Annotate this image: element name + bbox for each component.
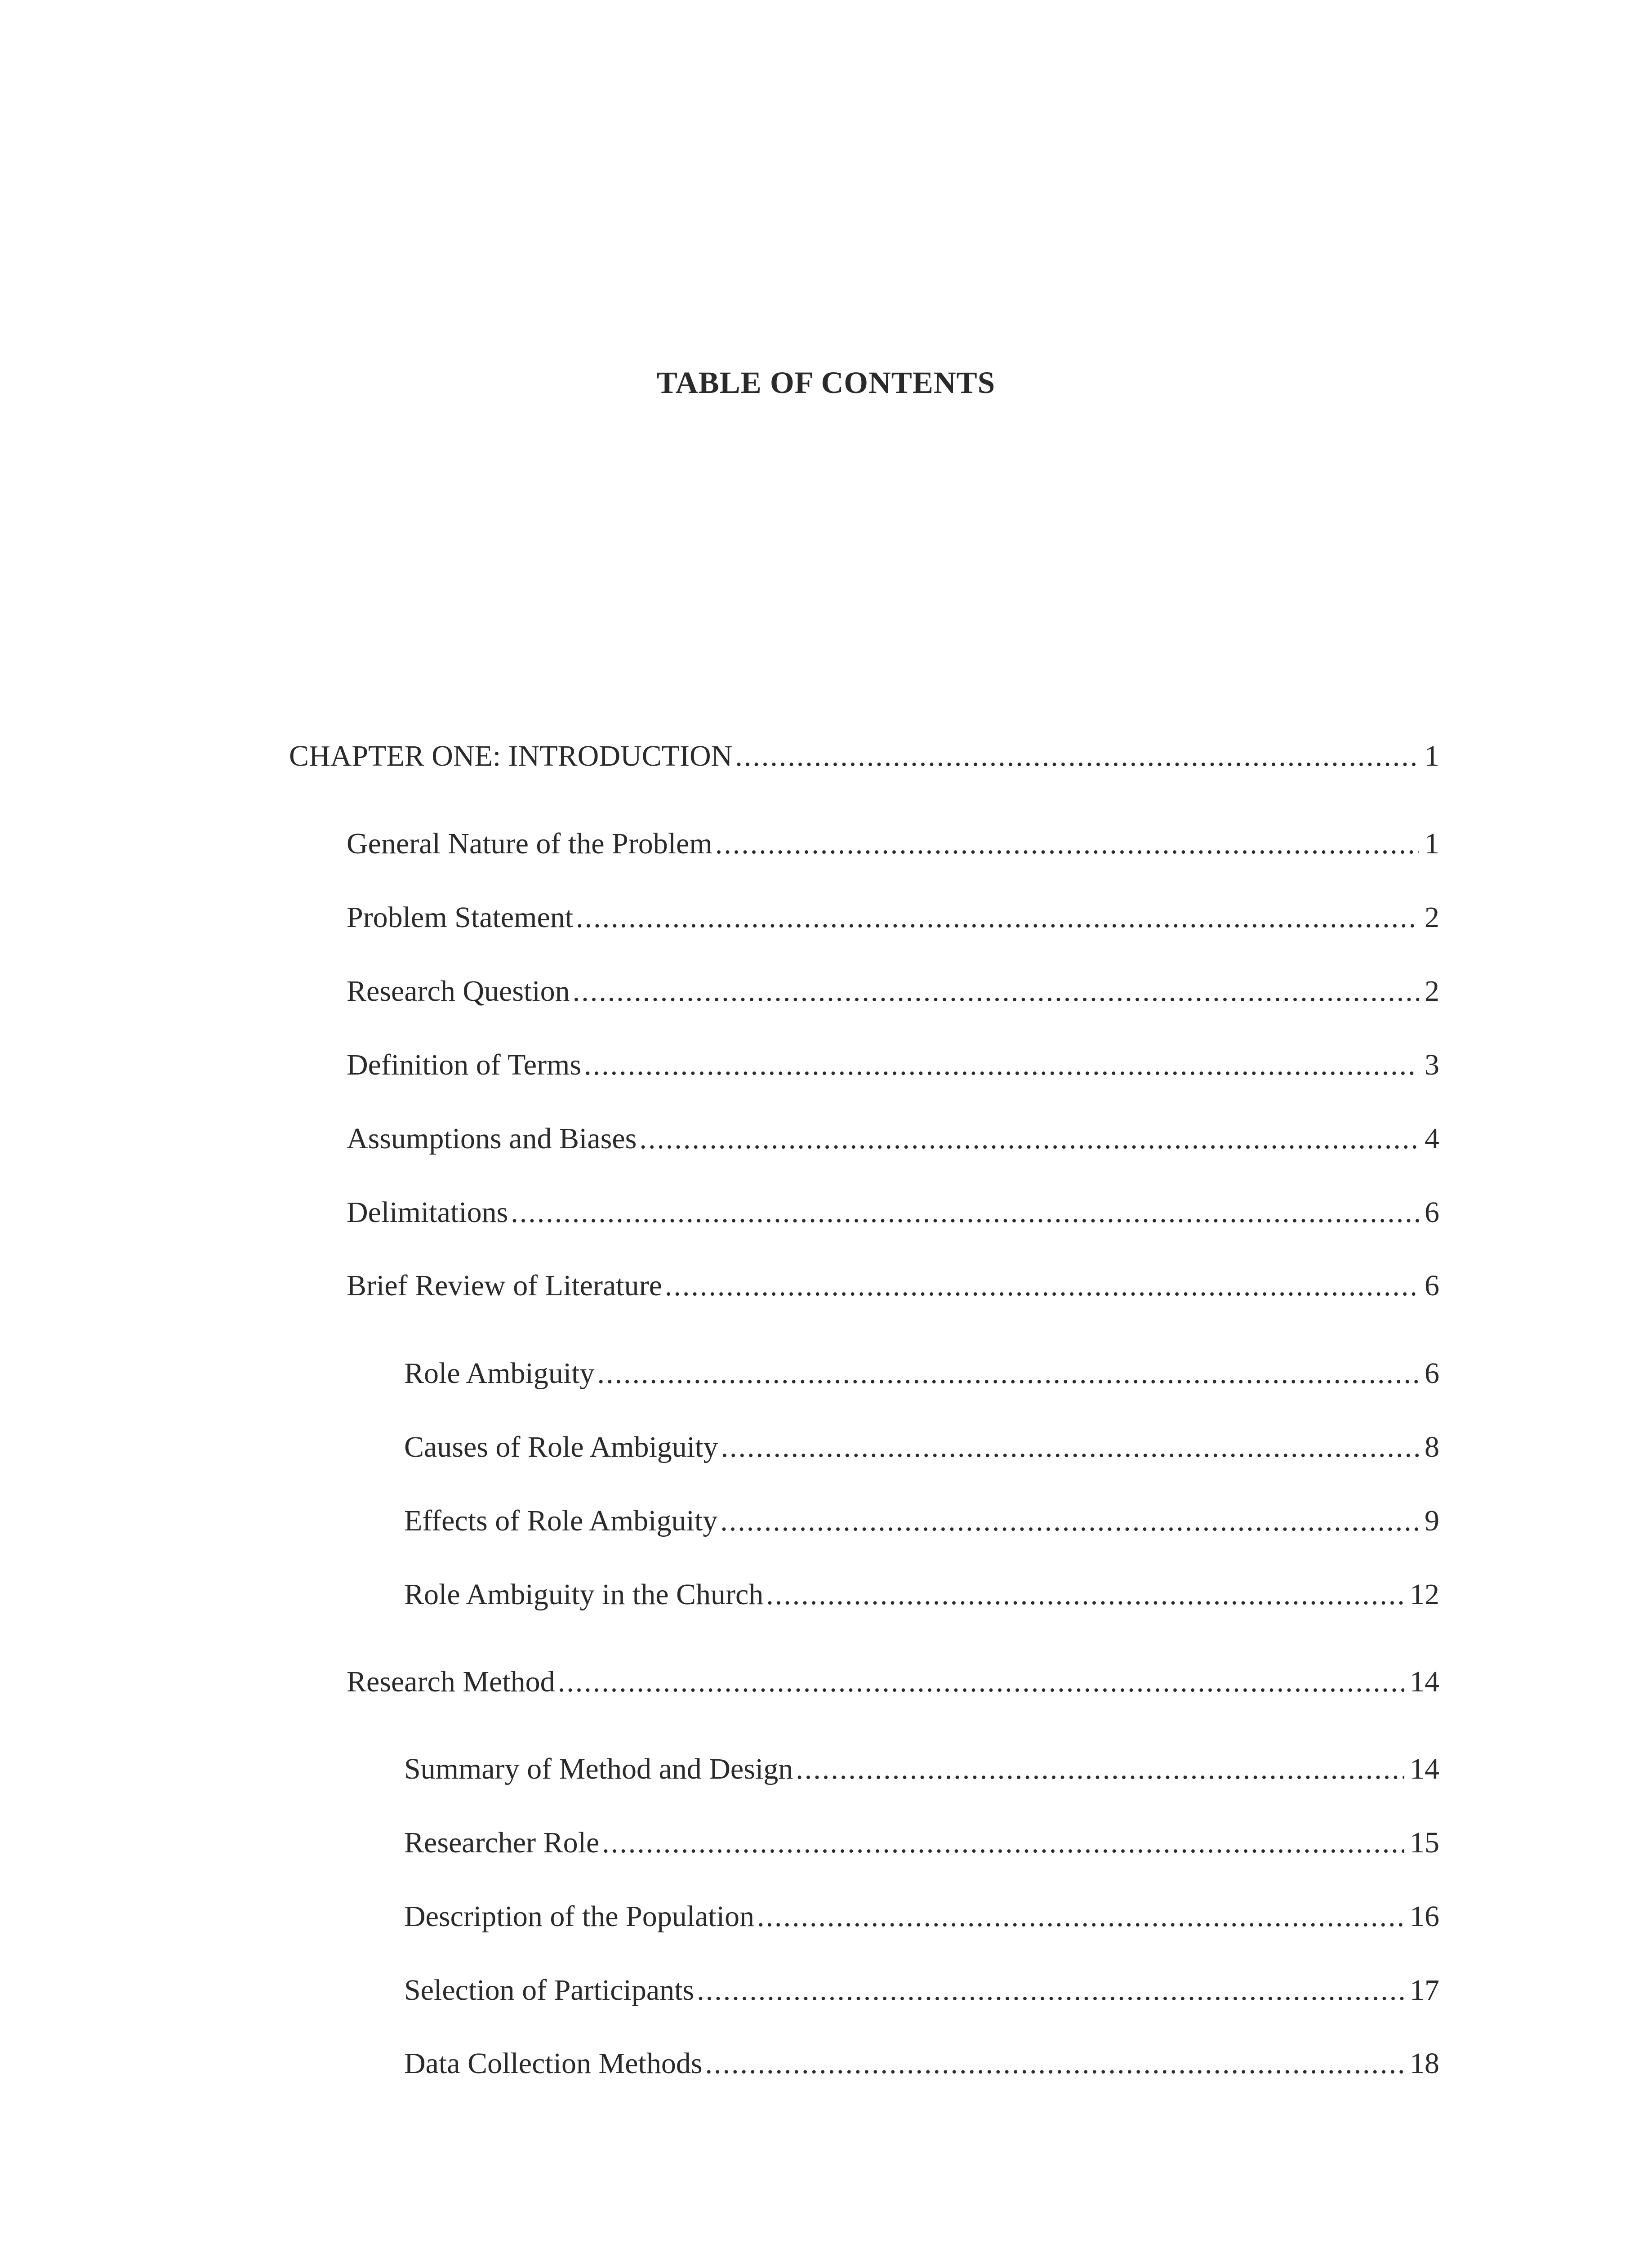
toc-dot-leader [639, 1121, 1419, 1157]
toc-entry-label: General Nature of the Problem [347, 827, 712, 860]
toc-dot-leader [665, 1268, 1419, 1304]
toc-page-number: 9 [1425, 1504, 1439, 1537]
page-title: TABLE OF CONTENTS [656, 366, 996, 400]
toc-dot-leader [757, 1899, 1404, 1935]
toc-page-number: 17 [1410, 1974, 1439, 2007]
toc-page-number: 15 [1410, 1826, 1439, 1859]
toc-page-number: 6 [1425, 1196, 1439, 1229]
toc-page-number: 2 [1425, 975, 1439, 1008]
toc-entry-label: Research Method [347, 1665, 555, 1698]
toc-dot-leader [705, 2046, 1404, 2082]
toc-entry-label: Selection of Participants [404, 1974, 695, 2007]
toc-entry-label: Causes of Role Ambiguity [404, 1431, 718, 1463]
toc-dot-leader [766, 1577, 1404, 1613]
toc-entry-label: Delimitations [347, 1196, 508, 1229]
toc-dot-leader [735, 738, 1419, 774]
toc-page-number: 18 [1410, 2047, 1439, 2080]
toc-dot-leader [721, 1429, 1419, 1465]
toc-entry[interactable] [347, 1268, 1439, 1304]
toc-entry[interactable] [347, 1047, 1439, 1083]
toc-entry-label: Data Collection Methods [404, 2047, 703, 2080]
toc-page-number: 4 [1425, 1122, 1439, 1155]
toc-entry-label: Researcher Role [404, 1826, 600, 1859]
toc-entry-label: CHAPTER ONE: INTRODUCTION [289, 740, 733, 772]
toc-entry[interactable] [404, 1429, 1439, 1465]
toc-entry[interactable] [404, 1577, 1439, 1613]
toc-page-number: 6 [1425, 1357, 1439, 1390]
toc-entry-label: Role Ambiguity [404, 1357, 595, 1390]
toc-dot-leader [720, 1503, 1419, 1539]
toc-entry[interactable] [347, 1195, 1439, 1231]
toc-dot-leader [697, 1972, 1404, 2008]
toc-dot-leader [602, 1825, 1404, 1861]
toc-page-number: 14 [1410, 1753, 1439, 1785]
toc-dot-leader [584, 1047, 1419, 1083]
toc-entry[interactable] [404, 2046, 1439, 2082]
toc-entry[interactable] [289, 738, 1439, 774]
toc-entry-label: Description of the Population [404, 1900, 755, 1933]
toc-entry[interactable] [404, 1751, 1439, 1787]
toc-entry[interactable] [404, 1356, 1439, 1392]
toc-page-number: 14 [1410, 1665, 1439, 1698]
toc-entry[interactable] [404, 1825, 1439, 1861]
toc-dot-leader [511, 1195, 1419, 1231]
toc-page-number: 6 [1425, 1269, 1439, 1302]
toc-entry-label: Effects of Role Ambiguity [404, 1504, 718, 1537]
toc-entry[interactable] [347, 1664, 1439, 1700]
toc-entry[interactable] [404, 1503, 1439, 1539]
toc-entry-label: Role Ambiguity in the Church [404, 1578, 764, 1611]
toc-entry[interactable] [347, 826, 1439, 862]
toc-dot-leader [715, 826, 1419, 862]
toc-entry-label: Brief Review of Literature [347, 1269, 662, 1302]
toc-page-number: 3 [1425, 1048, 1439, 1081]
toc-page-number: 1 [1425, 740, 1439, 772]
toc-entry-label: Definition of Terms [347, 1048, 582, 1081]
toc-entry-label: Problem Statement [347, 901, 574, 934]
toc-dot-leader [573, 973, 1419, 1009]
toc-page-number: 8 [1425, 1431, 1439, 1463]
toc-entry-label: Summary of Method and Design [404, 1753, 793, 1785]
toc-dot-leader [597, 1356, 1419, 1392]
toc-page-number: 16 [1410, 1900, 1439, 1933]
toc-page-number: 1 [1425, 827, 1439, 860]
toc-entry[interactable] [347, 973, 1439, 1009]
toc-entry[interactable] [347, 1121, 1439, 1157]
toc-entry[interactable] [404, 1899, 1439, 1935]
toc-entry[interactable] [347, 900, 1439, 936]
toc-dot-leader [796, 1751, 1404, 1787]
toc-entry-label: Research Question [347, 975, 570, 1008]
toc-entry-label: Assumptions and Biases [347, 1122, 637, 1155]
toc-page-number: 12 [1410, 1578, 1439, 1611]
toc-page-number: 2 [1425, 901, 1439, 934]
toc-dot-leader [558, 1664, 1404, 1700]
toc-entry[interactable] [404, 1972, 1439, 2008]
toc-dot-leader [576, 900, 1419, 936]
